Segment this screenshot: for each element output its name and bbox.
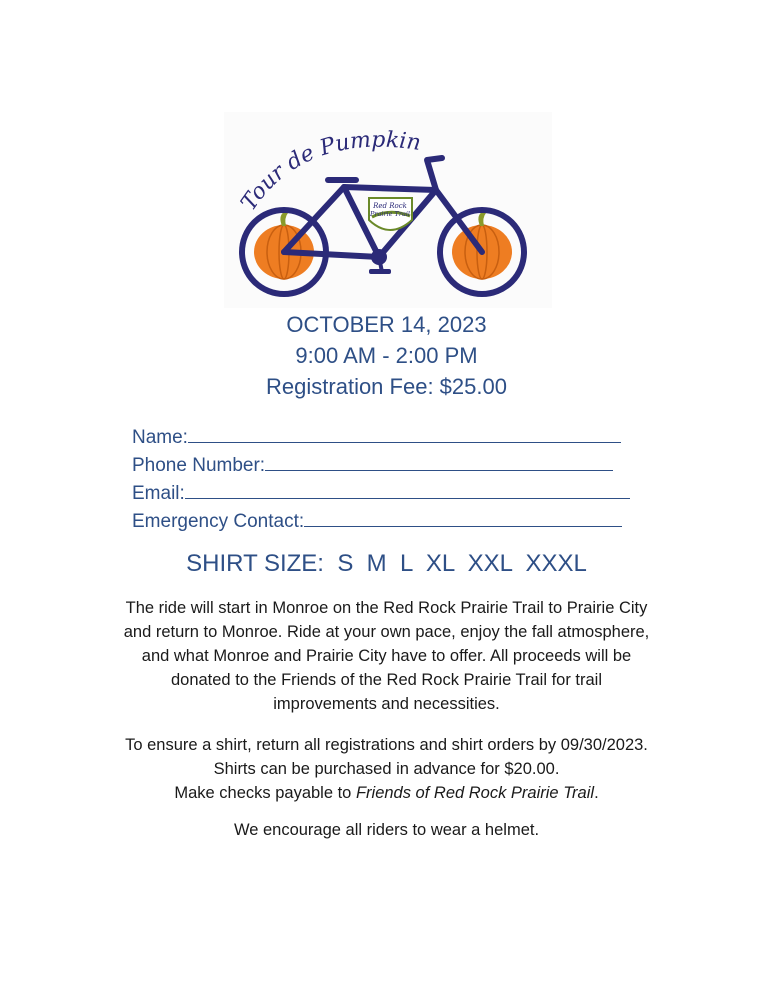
event-time: 9:00 AM - 2:00 PM [295, 343, 478, 368]
shirt-size-xxl[interactable]: XXL [467, 550, 513, 577]
shirt-size-m[interactable]: M [366, 550, 387, 577]
red-rock-prairie-trail-badge [369, 198, 412, 230]
description-line: and return to Monroe. Ride at your own pace, enjoy the fall atmosphere, [123, 623, 650, 641]
checks-payee-name: Friends of Red Rock Prairie Trail [355, 784, 595, 802]
email-row [132, 478, 652, 506]
name-row [132, 422, 652, 450]
email-field-line[interactable] [185, 478, 630, 499]
email-label: Email: [132, 483, 185, 504]
shirt-size-row [0, 550, 773, 578]
checks-payable-prefix: Make checks payable to [174, 784, 356, 802]
checks-payable-suffix: . [594, 784, 599, 802]
shirt-order-note [40, 733, 733, 805]
shirt-size-l[interactable]: L [400, 550, 413, 577]
tour-de-pumpkin-logo [224, 112, 552, 308]
description-line: The ride will start in Monroe on the Red Rock Prairie Trail to Prairie City [125, 599, 648, 617]
shirt-price-text: Shirts can be purchased in advance for $20.00. [213, 760, 560, 778]
checks-payable-text [40, 781, 733, 805]
shirt-deadline-text: To ensure a shirt, return all registrations and shirt orders by 09/30/2023. [125, 736, 648, 754]
logo-title-text: Tour de Pumpkin [236, 127, 423, 216]
description-line: donated to the Friends of the Red Rock Prairie Trail for trail [170, 671, 603, 689]
emergency-contact-field-line[interactable] [304, 506, 622, 527]
emergency-contact-label: Emergency Contact: [132, 511, 305, 532]
event-info [0, 309, 773, 402]
registration-fee: Registration Fee: $25.00 [266, 374, 507, 399]
phone-row [132, 450, 652, 478]
event-date: OCTOBER 14, 2023 [286, 312, 487, 337]
bicycle-pumpkin-illustration [224, 112, 552, 308]
shirt-size-label: SHIRT SIZE: [186, 550, 324, 577]
description-line: improvements and necessities. [273, 695, 500, 713]
ride-description [60, 596, 713, 716]
shirt-size-s[interactable]: S [337, 550, 354, 577]
phone-label: Phone Number: [132, 455, 266, 476]
svg-text:Prairie Trail: Prairie Trail [369, 210, 411, 218]
phone-field-line[interactable] [265, 450, 613, 471]
shirt-size-xl[interactable]: XL [425, 550, 455, 577]
helmet-note: We encourage all riders to wear a helmet. [233, 821, 540, 839]
registration-form [132, 422, 652, 534]
left-pumpkin-icon [254, 212, 314, 279]
emergency-contact-row [132, 506, 652, 534]
name-field-line[interactable] [188, 422, 621, 443]
shirt-size-xxxl[interactable]: XXXL [525, 550, 587, 577]
description-line: and what Monroe and Prairie City have to offer. All proceeds will be [141, 647, 632, 665]
svg-text:Red Rock: Red Rock [373, 202, 407, 210]
name-label: Name: [132, 427, 188, 448]
